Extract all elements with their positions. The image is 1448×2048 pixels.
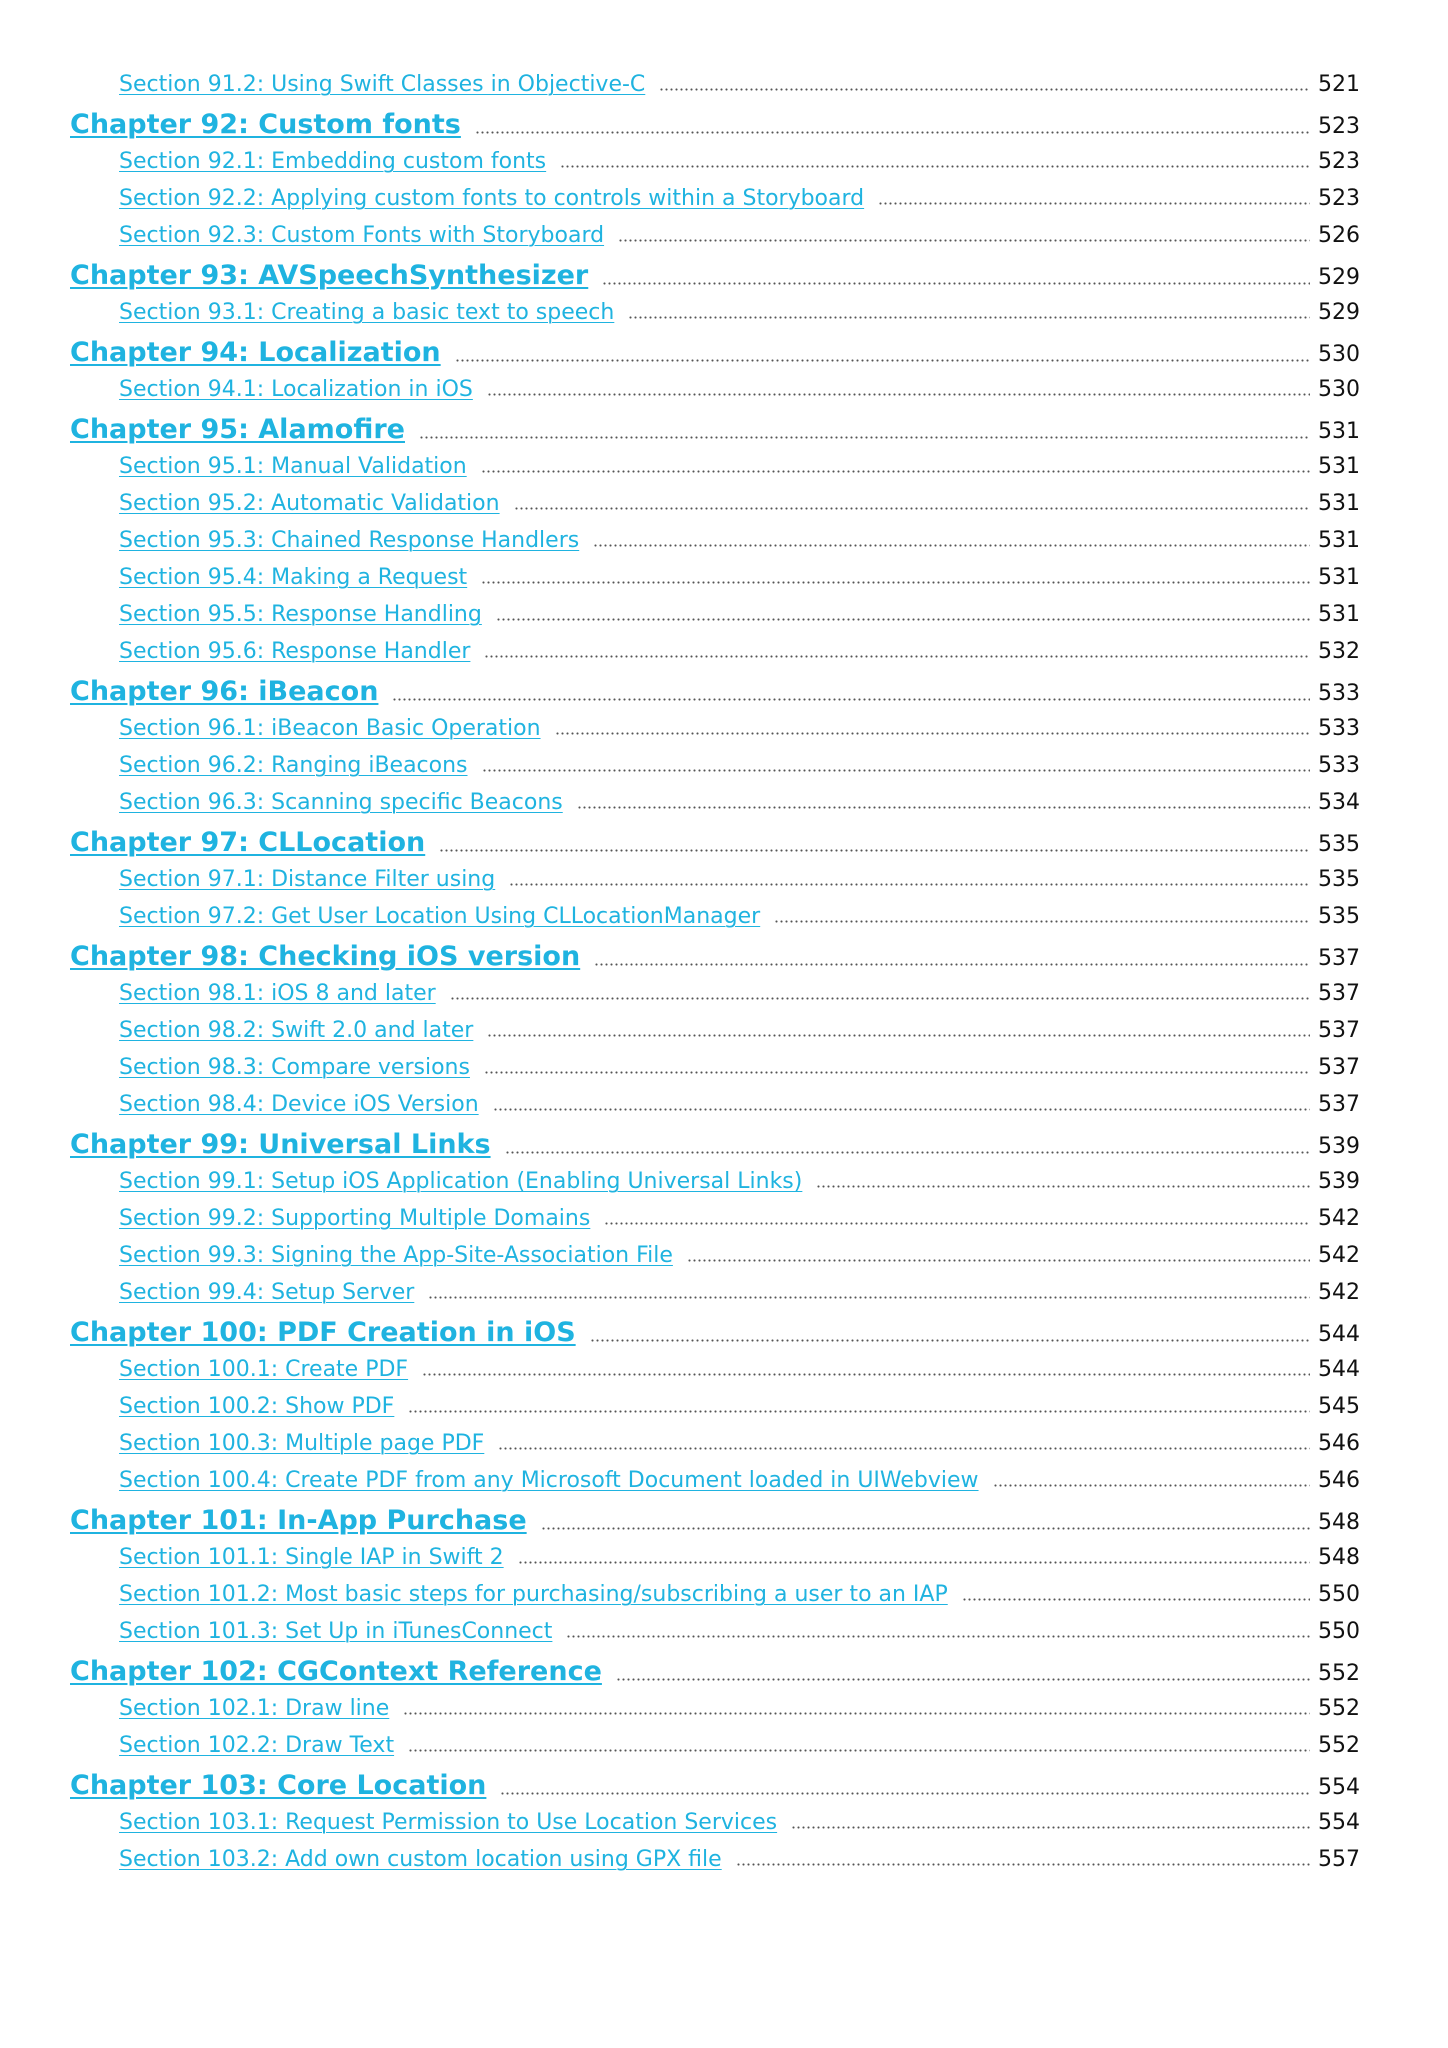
toc-section-entry — [119, 602, 1362, 627]
section-link[interactable]: Section 99.2: Supporting Multiple Domains — [119, 1206, 591, 1231]
page-number: 529 — [1318, 300, 1360, 325]
page-number: 531 — [1318, 565, 1360, 590]
page-number: 523 — [1318, 186, 1360, 211]
toc-chapter-entry — [70, 1129, 1362, 1160]
section-link[interactable]: Section 96.1: iBeacon Basic Operation — [119, 716, 541, 741]
toc-section-entry — [119, 790, 1362, 815]
toc-section-entry — [119, 149, 1362, 174]
section-link[interactable]: Section 95.4: Making a Request — [119, 565, 468, 590]
dot-leader — [560, 165, 1310, 168]
dot-leader — [514, 507, 1310, 510]
toc-section-entry — [119, 186, 1362, 211]
chapter-link[interactable]: Chapter 97: CLLocation — [70, 827, 426, 858]
toc-chapter-entry — [70, 827, 1362, 858]
section-link[interactable]: Section 102.2: Draw Text — [119, 1733, 395, 1758]
page-number: 552 — [1318, 1696, 1360, 1721]
toc-section-entry — [119, 528, 1362, 553]
section-link[interactable]: Section 100.1: Create PDF — [119, 1357, 409, 1382]
dot-leader — [541, 1527, 1310, 1530]
section-link[interactable]: Section 95.6: Response Handler — [119, 639, 471, 664]
section-link[interactable]: Section 99.3: Signing the App-Site-Association File — [119, 1243, 673, 1268]
chapter-link[interactable]: Chapter 103: Core Location — [70, 1770, 487, 1801]
section-link[interactable]: Section 100.4: Create PDF from any Microsoft Document loaded in UIWebview — [119, 1468, 979, 1493]
dot-leader — [498, 1447, 1310, 1450]
toc-section-entry — [119, 904, 1362, 929]
toc-chapter-entry — [70, 1656, 1362, 1687]
section-link[interactable]: Section 93.1: Creating a basic text to speech — [119, 300, 615, 325]
page-number: 537 — [1318, 1092, 1360, 1117]
page-number: 550 — [1318, 1582, 1360, 1607]
toc-section-entry — [119, 1582, 1362, 1607]
toc-section-entry — [119, 454, 1362, 479]
dot-leader — [484, 1071, 1310, 1074]
section-link[interactable]: Section 95.2: Automatic Validation — [119, 491, 500, 516]
toc-section-entry — [119, 1055, 1362, 1080]
dot-leader — [428, 1296, 1310, 1299]
page-number: 548 — [1318, 1545, 1360, 1570]
section-link[interactable]: Section 97.1: Distance Filter using — [119, 867, 496, 892]
dot-leader — [602, 282, 1310, 285]
chapter-link[interactable]: Chapter 96: iBeacon — [70, 676, 379, 707]
toc-section-entry — [119, 72, 1362, 97]
dot-leader — [616, 1678, 1310, 1681]
toc-chapter-entry — [70, 1505, 1362, 1536]
section-link[interactable]: Section 103.2: Add own custom location using GPX file — [119, 1847, 722, 1872]
page-number: 542 — [1318, 1243, 1360, 1268]
page-number: 530 — [1318, 377, 1360, 402]
page-number: 548 — [1318, 1510, 1360, 1535]
chapter-link[interactable]: Chapter 101: In-App Purchase — [70, 1505, 527, 1536]
toc-chapter-entry — [70, 1317, 1362, 1348]
page-number: 533 — [1318, 681, 1360, 706]
dot-leader — [481, 470, 1310, 473]
dot-leader — [484, 655, 1310, 658]
dot-leader — [659, 88, 1310, 91]
chapter-link[interactable]: Chapter 98: Checking iOS version — [70, 941, 581, 972]
dot-leader — [687, 1259, 1310, 1262]
dot-leader — [455, 359, 1310, 362]
dot-leader — [500, 1792, 1310, 1795]
toc-section-entry — [119, 1243, 1362, 1268]
page-number: 535 — [1318, 832, 1360, 857]
page-number: 554 — [1318, 1810, 1360, 1835]
page-number: 545 — [1318, 1394, 1360, 1419]
toc-section-entry — [119, 377, 1362, 402]
dot-leader — [422, 1373, 1310, 1376]
toc-section-entry — [119, 223, 1362, 248]
section-link[interactable]: Section 96.3: Scanning specific Beacons — [119, 790, 563, 815]
page-number: 534 — [1318, 790, 1360, 815]
section-link[interactable]: Section 98.4: Device iOS Version — [119, 1092, 479, 1117]
toc-section-entry — [119, 639, 1362, 664]
toc-chapter-entry — [70, 260, 1362, 291]
dot-leader — [493, 1108, 1310, 1111]
chapter-link[interactable]: Chapter 95: Alamofire — [70, 414, 405, 445]
chapter-link[interactable]: Chapter 94: Localization — [70, 337, 441, 368]
section-link[interactable]: Section 95.5: Response Handling — [119, 602, 482, 627]
toc-section-entry — [119, 716, 1362, 741]
dot-leader — [403, 1712, 1310, 1715]
toc-section-entry — [119, 1733, 1362, 1758]
dot-leader — [577, 806, 1310, 809]
dot-leader — [408, 1749, 1310, 1752]
page-number: 552 — [1318, 1661, 1360, 1686]
section-link[interactable]: Section 101.3: Set Up in iTunesConnect — [119, 1619, 553, 1644]
dot-leader — [487, 393, 1310, 396]
toc-section-entry — [119, 1394, 1362, 1419]
toc-section-entry — [119, 1619, 1362, 1644]
section-link[interactable]: Section 95.3: Chained Response Handlers — [119, 528, 580, 553]
page-number: 531 — [1318, 491, 1360, 516]
section-link[interactable]: Section 94.1: Localization in iOS — [119, 377, 473, 402]
section-link[interactable]: Section 98.3: Compare versions — [119, 1055, 470, 1080]
toc-section-entry — [119, 1468, 1362, 1493]
section-link[interactable]: Section 102.1: Draw line — [119, 1696, 390, 1721]
toc-chapter-entry — [70, 941, 1362, 972]
section-link[interactable]: Section 98.2: Swift 2.0 and later — [119, 1018, 474, 1043]
section-link[interactable]: Section 99.4: Setup Server — [119, 1280, 415, 1305]
dot-leader — [816, 1185, 1310, 1188]
dot-leader — [487, 1034, 1310, 1037]
page-number: 546 — [1318, 1431, 1360, 1456]
page-number: 537 — [1318, 1055, 1360, 1080]
toc-section-entry — [119, 1810, 1362, 1835]
page-number: 531 — [1318, 528, 1360, 553]
dot-leader — [618, 239, 1310, 242]
dot-leader — [993, 1484, 1310, 1487]
toc-section-entry — [119, 981, 1362, 1006]
page-number: 521 — [1318, 72, 1360, 97]
dot-leader — [482, 769, 1310, 772]
section-link[interactable]: Section 101.2: Most basic steps for purchasing/subscribing a user to an IAP — [119, 1582, 948, 1607]
dot-leader — [475, 131, 1310, 134]
page-number: 537 — [1318, 1018, 1360, 1043]
page-number: 542 — [1318, 1206, 1360, 1231]
chapter-link[interactable]: Chapter 93: AVSpeechSynthesizer — [70, 260, 589, 291]
dot-leader — [590, 1339, 1310, 1342]
toc-chapter-entry — [70, 109, 1362, 140]
toc-section-entry — [119, 565, 1362, 590]
dot-leader — [419, 436, 1310, 439]
section-link[interactable]: Section 98.1: iOS 8 and later — [119, 981, 436, 1006]
dot-leader — [628, 316, 1310, 319]
section-link[interactable]: Section 92.2: Applying custom fonts to controls within a Storyboard — [119, 186, 865, 211]
page-number: 537 — [1318, 946, 1360, 971]
dot-leader — [878, 202, 1310, 205]
toc-section-entry — [119, 1092, 1362, 1117]
dot-leader — [408, 1410, 1310, 1413]
section-link[interactable]: Section 97.2: Get User Location Using CLLocationManager — [119, 904, 761, 929]
section-link[interactable]: Section 103.1: Request Permission to Use Location Services — [119, 1810, 778, 1835]
toc-section-entry — [119, 1357, 1362, 1382]
dot-leader — [496, 618, 1310, 621]
section-link[interactable]: Section 92.1: Embedding custom fonts — [119, 149, 547, 174]
page-number: 539 — [1318, 1134, 1360, 1159]
page-number: 535 — [1318, 867, 1360, 892]
page-number: 539 — [1318, 1169, 1360, 1194]
dot-leader — [505, 1151, 1310, 1154]
page-number: 532 — [1318, 639, 1360, 664]
dot-leader — [736, 1863, 1310, 1866]
section-link[interactable]: Section 100.3: Multiple page PDF — [119, 1431, 485, 1456]
toc-section-entry — [119, 1431, 1362, 1456]
dot-leader — [593, 544, 1310, 547]
chapter-link[interactable]: Chapter 92: Custom fonts — [70, 109, 461, 140]
page-number: 546 — [1318, 1468, 1360, 1493]
page-number: 523 — [1318, 114, 1360, 139]
dot-leader — [604, 1222, 1310, 1225]
toc-section-entry — [119, 1696, 1362, 1721]
page-number: 544 — [1318, 1357, 1360, 1382]
section-link[interactable]: Section 91.2: Using Swift Classes in Objective-C — [119, 72, 646, 97]
dot-leader — [962, 1598, 1310, 1601]
toc-section-entry — [119, 1169, 1362, 1194]
toc-section-entry — [119, 1847, 1362, 1872]
dot-leader — [509, 883, 1310, 886]
dot-leader — [518, 1561, 1310, 1564]
dot-leader — [594, 963, 1310, 966]
page-number: 531 — [1318, 602, 1360, 627]
page-number: 531 — [1318, 419, 1360, 444]
page-number: 537 — [1318, 981, 1360, 1006]
page-number: 531 — [1318, 454, 1360, 479]
dot-leader — [481, 581, 1310, 584]
section-link[interactable]: Section 101.1: Single IAP in Swift 2 — [119, 1545, 504, 1570]
toc-chapter-entry — [70, 337, 1362, 368]
chapter-link[interactable]: Chapter 100: PDF Creation in iOS — [70, 1317, 576, 1348]
page-number: 557 — [1318, 1847, 1360, 1872]
toc-section-entry — [119, 491, 1362, 516]
page-number: 529 — [1318, 265, 1360, 290]
toc-section-entry — [119, 1280, 1362, 1305]
dot-leader — [450, 997, 1310, 1000]
dot-leader — [791, 1826, 1310, 1829]
page-number: 552 — [1318, 1733, 1360, 1758]
page-number: 544 — [1318, 1322, 1360, 1347]
toc-chapter-entry — [70, 1770, 1362, 1801]
toc-section-entry — [119, 1206, 1362, 1231]
page-number: 554 — [1318, 1775, 1360, 1800]
dot-leader — [774, 920, 1310, 923]
page-number: 530 — [1318, 342, 1360, 367]
toc-section-entry — [119, 300, 1362, 325]
dot-leader — [439, 849, 1310, 852]
dot-leader — [555, 732, 1310, 735]
page-number: 550 — [1318, 1619, 1360, 1644]
toc-section-entry — [119, 1545, 1362, 1570]
page-number: 535 — [1318, 904, 1360, 929]
page-number: 523 — [1318, 149, 1360, 174]
page-number: 533 — [1318, 753, 1360, 778]
toc-chapter-entry — [70, 676, 1362, 707]
page-number: 526 — [1318, 223, 1360, 248]
dot-leader — [566, 1635, 1310, 1638]
chapter-link[interactable]: Chapter 102: CGContext Reference — [70, 1656, 602, 1687]
page-number: 542 — [1318, 1280, 1360, 1305]
dot-leader — [392, 698, 1310, 701]
section-link[interactable]: Section 96.2: Ranging iBeacons — [119, 753, 468, 778]
page-number: 533 — [1318, 716, 1360, 741]
section-link[interactable]: Section 92.3: Custom Fonts with Storyboard — [119, 223, 605, 248]
section-link[interactable]: Section 99.1: Setup iOS Application (Enabling Universal Links) — [119, 1169, 803, 1194]
toc-section-entry — [119, 753, 1362, 778]
section-link[interactable]: Section 100.2: Show PDF — [119, 1394, 395, 1419]
toc-chapter-entry — [70, 414, 1362, 445]
section-link[interactable]: Section 95.1: Manual Validation — [119, 454, 467, 479]
toc-section-entry — [119, 1018, 1362, 1043]
toc-section-entry — [119, 867, 1362, 892]
chapter-link[interactable]: Chapter 99: Universal Links — [70, 1129, 491, 1160]
